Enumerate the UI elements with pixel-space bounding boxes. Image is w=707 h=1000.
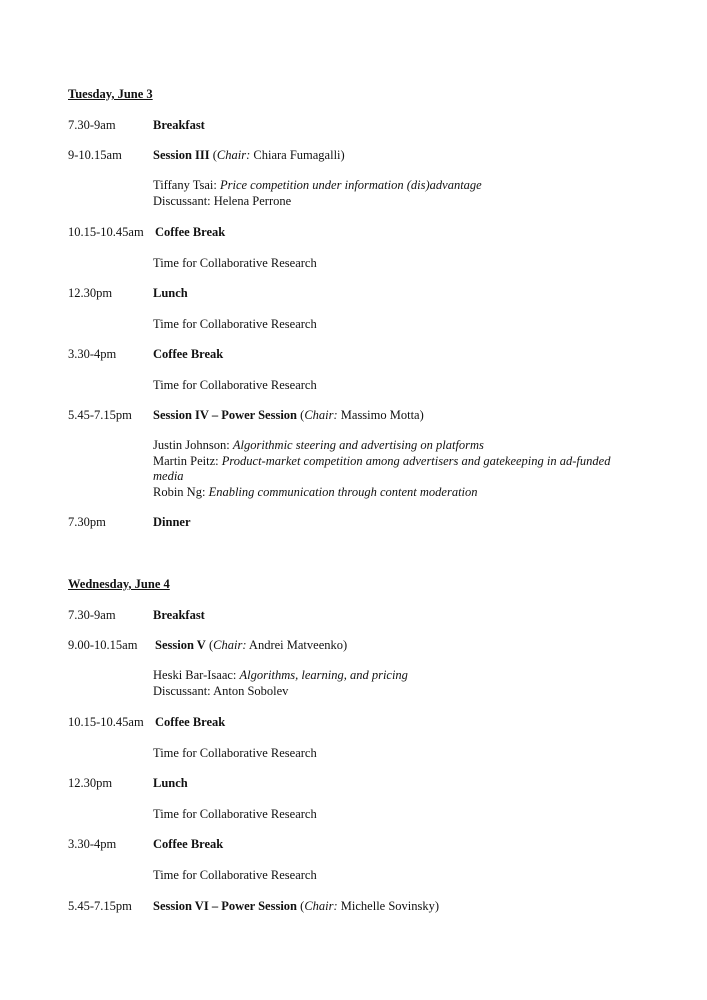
event-title: Dinner bbox=[153, 515, 191, 529]
note-row bbox=[68, 745, 648, 761]
event-title: Session VI – Power Session (Chair: Michelle Sovinsky) bbox=[153, 899, 440, 913]
event-note: Time for Collaborative Research bbox=[153, 256, 317, 270]
time-slot: 12.30pm bbox=[68, 776, 113, 790]
chair-name: Michelle Sovinsky) bbox=[337, 899, 440, 913]
day-heading: Tuesday, June 3 bbox=[68, 87, 153, 101]
time-slot: 7.30-9am bbox=[68, 118, 116, 132]
chair-label: Chair: bbox=[304, 899, 338, 913]
event-title: Session III (Chair: Chiara Fumagalli) bbox=[153, 148, 345, 162]
time-slot: 3.30-4pm bbox=[68, 837, 117, 851]
schedule-row bbox=[68, 224, 648, 240]
time-slot: 7.30-9am bbox=[68, 608, 116, 622]
chair-label: Chair: bbox=[213, 638, 247, 652]
paper-item: Tiffany Tsai: Price competition under information (dis)advantage bbox=[153, 178, 482, 192]
paper-list bbox=[153, 178, 628, 209]
paper-list bbox=[153, 668, 628, 699]
event-title: Coffee Break bbox=[153, 837, 224, 851]
time-slot: 10.15-10.45am bbox=[68, 225, 144, 239]
note-row bbox=[68, 316, 648, 332]
event-note: Time for Collaborative Research bbox=[153, 746, 317, 760]
schedule-row bbox=[68, 836, 648, 852]
event-title: Lunch bbox=[153, 776, 188, 790]
discussant: Discussant: Helena Perrone bbox=[153, 193, 292, 208]
chair-label: Chair: bbox=[216, 148, 251, 162]
discussant: Discussant: Anton Sobolev bbox=[153, 683, 289, 698]
time-slot: 5.45-7.15pm bbox=[68, 408, 132, 422]
event-note: Time for Collaborative Research bbox=[153, 868, 317, 882]
paper-item: Heski Bar-Isaac: Algorithms, learning, and pricing bbox=[153, 668, 408, 682]
schedule-row bbox=[68, 117, 648, 133]
schedule-row bbox=[68, 714, 648, 730]
day-tuesday bbox=[68, 86, 648, 529]
event-note: Time for Collaborative Research bbox=[153, 317, 317, 331]
event-title: Breakfast bbox=[153, 608, 205, 622]
event-title: Session IV – Power Session (Chair: Massimo Motta) bbox=[153, 408, 424, 422]
paper-item: Robin Ng: Enabling communication through content moderation bbox=[153, 484, 478, 499]
event-note: Time for Collaborative Research bbox=[153, 378, 317, 392]
event-title: Coffee Break bbox=[155, 225, 226, 239]
day-heading: Wednesday, June 4 bbox=[68, 577, 170, 591]
time-slot: 10.15-10.45am bbox=[68, 715, 144, 729]
time-slot: 9-10.15am bbox=[68, 148, 122, 162]
schedule-row bbox=[68, 407, 648, 423]
time-slot: 12.30pm bbox=[68, 286, 113, 300]
event-title: Lunch bbox=[153, 286, 188, 300]
schedule-row bbox=[68, 147, 648, 163]
schedule-row bbox=[68, 285, 648, 301]
chair-name: Andrei Matveenko) bbox=[246, 638, 348, 652]
event-note: Time for Collaborative Research bbox=[153, 807, 317, 821]
chair-label: Chair: bbox=[304, 408, 338, 422]
day-wednesday bbox=[68, 576, 648, 913]
schedule-row bbox=[68, 607, 648, 623]
schedule-row bbox=[68, 514, 648, 530]
schedule-row bbox=[68, 346, 648, 362]
paper-item: Martin Peitz: Product-market competition among advertisers and gatekeeping in ad-funded media bbox=[153, 453, 611, 483]
note-row bbox=[68, 867, 648, 883]
schedule-row bbox=[68, 898, 648, 914]
paper-item: Justin Johnson: Algorithmic steering and advertising on platforms bbox=[153, 438, 484, 452]
time-slot: 5.45-7.15pm bbox=[68, 899, 132, 913]
schedule-row bbox=[68, 637, 648, 653]
schedule-row bbox=[68, 775, 648, 791]
chair-name: Chiara Fumagalli) bbox=[250, 148, 345, 162]
event-title: Coffee Break bbox=[153, 347, 224, 361]
paper-list bbox=[153, 438, 628, 500]
note-row bbox=[68, 255, 648, 271]
time-slot: 7.30pm bbox=[68, 515, 106, 529]
time-slot: 3.30-4pm bbox=[68, 347, 117, 361]
event-title: Session V (Chair: Andrei Matveenko) bbox=[155, 638, 348, 652]
time-slot: 9.00-10.15am bbox=[68, 638, 138, 652]
chair-name: Massimo Motta) bbox=[337, 408, 424, 422]
note-row bbox=[68, 806, 648, 822]
event-title: Coffee Break bbox=[155, 715, 226, 729]
note-row bbox=[68, 377, 648, 393]
event-title: Breakfast bbox=[153, 118, 205, 132]
